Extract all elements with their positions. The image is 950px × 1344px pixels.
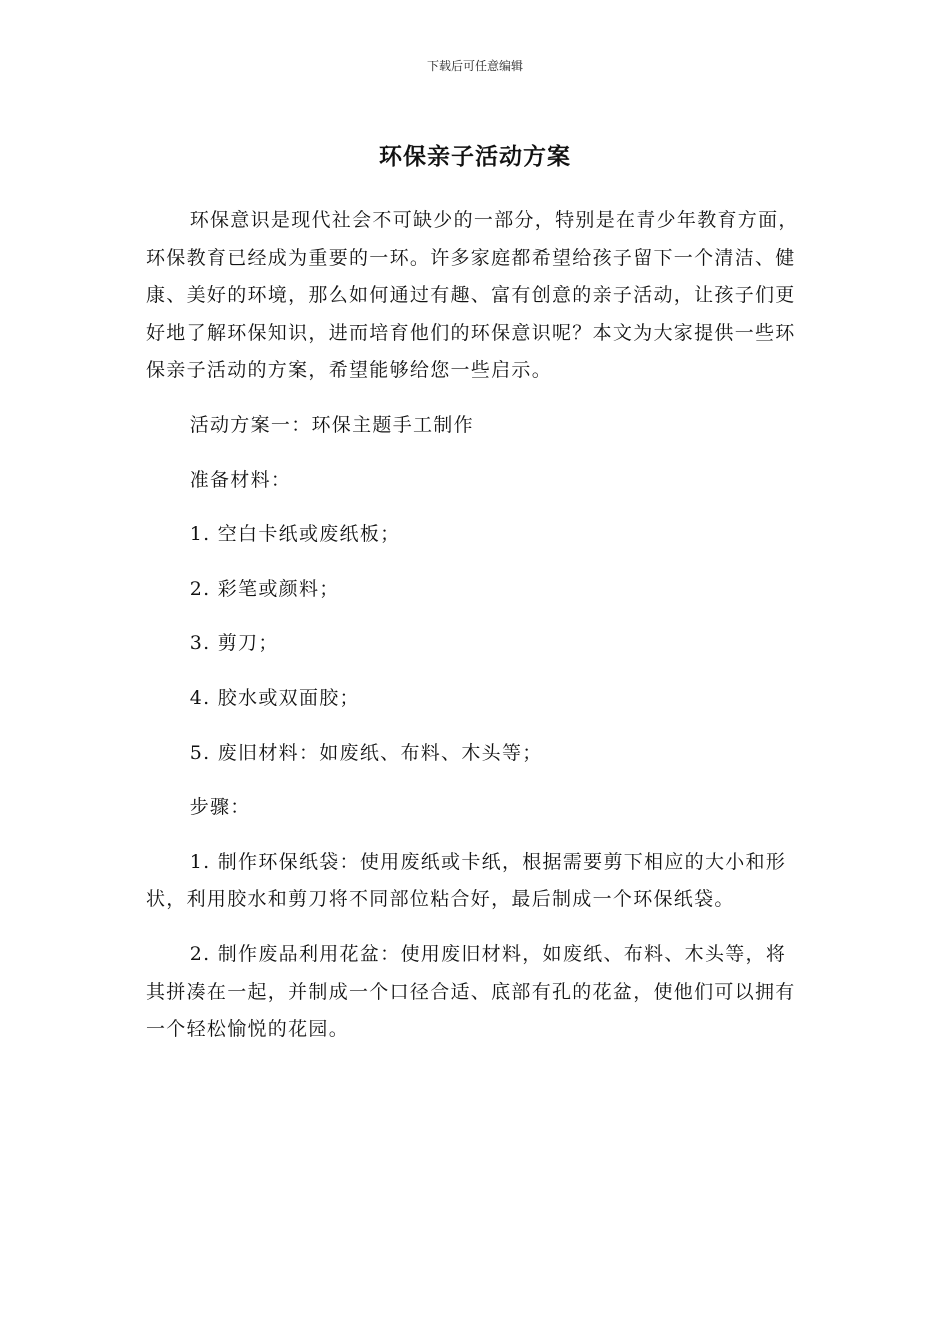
plan-heading: 活动方案一：环保主题手工制作	[189, 413, 474, 436]
material-item: 4. 胶水或双面胶；	[189, 686, 360, 709]
steps-label: 步骤：	[189, 796, 251, 819]
document-title: 环保亲子活动方案	[379, 144, 571, 170]
step-item: 1. 制作环保纸袋：使用废纸或卡纸，根据需要剪下相应的大小和形状，利用胶水和剪刀将不同部位粘合好，最后制成一个环保纸袋。	[146, 850, 787, 911]
header-note: 下载后可任意编辑	[426, 59, 523, 73]
step-item: 2. 制作废品利用花盆：使用废旧材料，如废纸、布料、木头等，将其拼凑在一起，并制成一个口径合适、底部有孔的花盆，使他们可以拥有一个轻松愉悦的花园。	[146, 942, 796, 1041]
material-item: 2. 彩笔或颜料；	[189, 577, 340, 600]
materials-label: 准备材料：	[189, 468, 292, 491]
material-item: 5. 废旧材料：如废纸、布料、木头等；	[189, 741, 543, 764]
document-body	[146, 202, 806, 1049]
intro-paragraph: 环保意识是现代社会不可缺少的一部分，特别是在青少年教育方面，环保教育已经成为重要的一环。许多家庭都希望给孩子留下一个清洁、健康、美好的环境，那么如何通过有趣、富有创意的亲子活动，让孩子们更好地了解环保知识，进而培育他们的环保意识呢？本文为大家提供一些环保亲子活动的方案，希望能够给您一些启示。	[146, 209, 799, 382]
material-item: 3. 剪刀；	[189, 632, 279, 655]
material-item: 1. 空白卡纸或废纸板；	[189, 523, 401, 546]
